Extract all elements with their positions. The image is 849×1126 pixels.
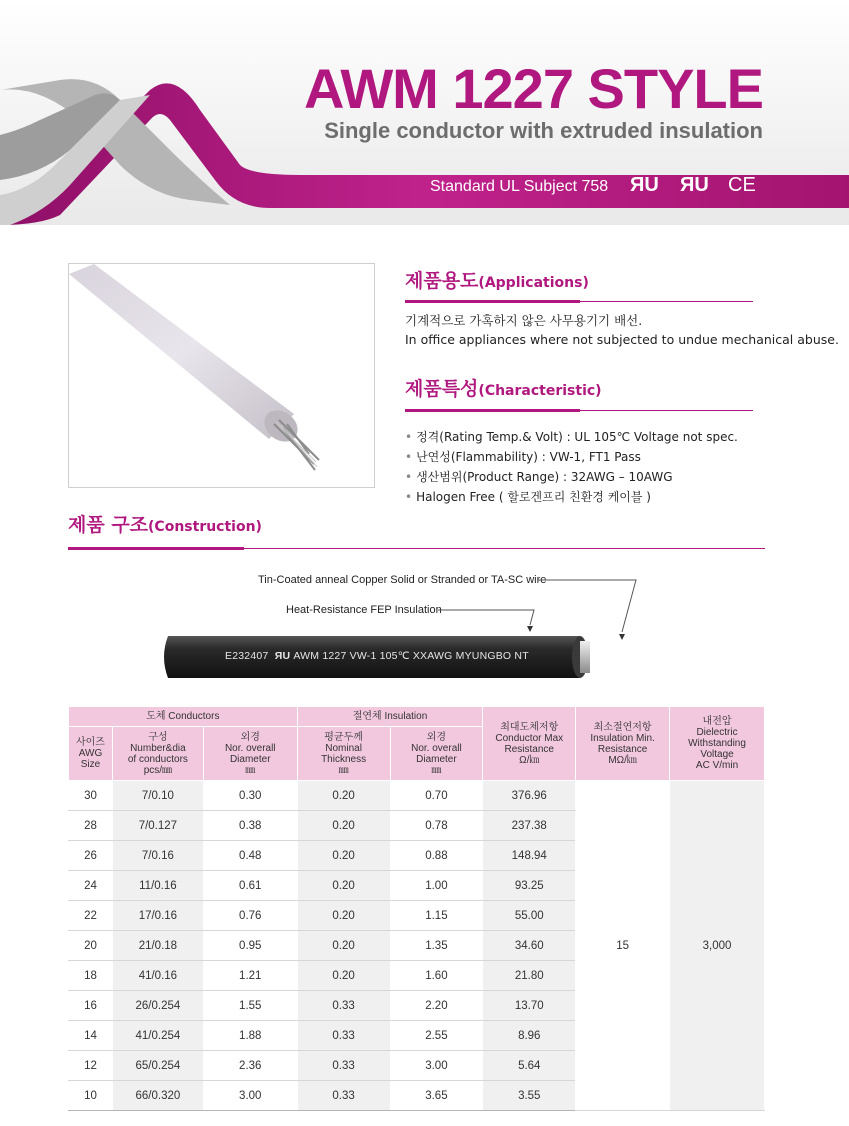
composition-cell: 41/0.254 xyxy=(112,1021,203,1051)
insulation-diameter-cell: 3.65 xyxy=(390,1081,483,1111)
insulation-diameter-cell: 3.00 xyxy=(390,1051,483,1081)
insulation-diameter-cell: 2.55 xyxy=(390,1021,483,1051)
characteristic-item: • 난연성(Flammability) : VW-1, FT1 Pass xyxy=(405,447,738,467)
table-row xyxy=(69,781,765,811)
size-cell: 28 xyxy=(69,811,113,841)
insulation-diameter-cell: 0.78 xyxy=(390,811,483,841)
size-cell: 26 xyxy=(69,841,113,871)
ce-mark-logo: CE xyxy=(728,174,756,196)
size-cell: 20 xyxy=(69,931,113,961)
product-subtitle: Single conductor with extruded insulation xyxy=(324,118,763,143)
size-cell: 14 xyxy=(69,1021,113,1051)
conductor-diameter-cell: 0.76 xyxy=(203,901,297,931)
conductor-diameter-header: 외경 Nor. overall Diameter ㎜ xyxy=(203,727,297,781)
thickness-cell: 0.20 xyxy=(297,781,390,811)
size-cell: 12 xyxy=(69,1051,113,1081)
insulation-diameter-cell: 1.00 xyxy=(390,871,483,901)
resistance-cell: 8.96 xyxy=(483,1021,576,1051)
thickness-cell: 0.33 xyxy=(297,1021,390,1051)
withstanding-voltage-cell: 3,000 xyxy=(670,781,765,1111)
thickness-cell: 0.20 xyxy=(297,931,390,961)
resistance-cell: 21.80 xyxy=(483,961,576,991)
conductor-diameter-cell: 0.38 xyxy=(203,811,297,841)
standard-label: Standard UL Subject 758 xyxy=(430,178,609,195)
applications-heading: 제품용도(Applications) xyxy=(405,270,589,292)
insulation-diameter-cell: 1.60 xyxy=(390,961,483,991)
insulation-diameter-cell: 0.70 xyxy=(390,781,483,811)
thickness-cell: 0.33 xyxy=(297,991,390,1021)
composition-cell: 7/0.10 xyxy=(112,781,203,811)
composition-cell: 7/0.16 xyxy=(112,841,203,871)
construction-heading: 제품 구조(Construction) xyxy=(68,514,262,536)
spec-table-body xyxy=(69,781,765,1111)
group-insulation-header: 절연체 Insulation xyxy=(297,707,483,727)
conductor-diameter-cell: 3.00 xyxy=(203,1081,297,1111)
insulation-callout-label: Heat-Resistance FEP Insulation xyxy=(286,604,442,616)
thickness-cell: 0.20 xyxy=(297,901,390,931)
characteristic-item: • Halogen Free ( 할로겐프리 친환경 케이블 ) xyxy=(405,487,738,507)
insulation-diameter-cell: 0.88 xyxy=(390,841,483,871)
size-cell: 16 xyxy=(69,991,113,1021)
group-conductors-header: 도체 Conductors xyxy=(69,707,298,727)
composition-cell: 21/0.18 xyxy=(112,931,203,961)
thickness-cell: 0.20 xyxy=(297,811,390,841)
conductor-diameter-cell: 0.48 xyxy=(203,841,297,871)
size-header: 사이즈 AWG Size xyxy=(69,727,113,781)
characteristic-heading: 제품특성(Characteristic) xyxy=(405,378,602,400)
conductor-diameter-cell: 0.30 xyxy=(203,781,297,811)
resistance-cell: 13.70 xyxy=(483,991,576,1021)
ul-recognized-logo: ЯU xyxy=(630,174,659,196)
composition-cell: 17/0.16 xyxy=(112,901,203,931)
spec-table xyxy=(68,706,765,1111)
conductor-callout-label: Tin-Coated anneal Copper Solid or Stranded or TA-SC wire xyxy=(258,574,547,586)
insulation-diameter-cell: 1.15 xyxy=(390,901,483,931)
composition-header: 구성 Number&dia of conductors pcs/㎜ xyxy=(112,727,203,781)
applications-text-ko: 기계적으로 가혹하지 않은 사무용기기 배선. xyxy=(405,313,643,328)
thickness-cell: 0.20 xyxy=(297,961,390,991)
resistance-header: 최대도체저항 Conductor Max Resistance Ω/㎞ xyxy=(483,707,576,781)
thickness-cell: 0.33 xyxy=(297,1051,390,1081)
resistance-cell: 148.94 xyxy=(483,841,576,871)
resistance-cell: 376.96 xyxy=(483,781,576,811)
insulation-diameter-cell: 1.35 xyxy=(390,931,483,961)
size-cell: 24 xyxy=(69,871,113,901)
conductor-diameter-cell: 1.21 xyxy=(203,961,297,991)
resistance-cell: 5.64 xyxy=(483,1051,576,1081)
size-cell: 30 xyxy=(69,781,113,811)
size-cell: 10 xyxy=(69,1081,113,1111)
insulation-resistance-cell: 15 xyxy=(576,781,670,1111)
insulation-diameter-cell: 2.20 xyxy=(390,991,483,1021)
conductor-diameter-cell: 0.95 xyxy=(203,931,297,961)
thickness-cell: 0.20 xyxy=(297,841,390,871)
resistance-cell: 3.55 xyxy=(483,1081,576,1111)
size-cell: 22 xyxy=(69,901,113,931)
thickness-header: 평균두께 Nominal Thickness ㎜ xyxy=(297,727,390,781)
composition-cell: 7/0.127 xyxy=(112,811,203,841)
composition-cell: 11/0.16 xyxy=(112,871,203,901)
composition-cell: 66/0.320 xyxy=(112,1081,203,1111)
composition-cell: 26/0.254 xyxy=(112,991,203,1021)
cable-print-marking: E232407 ЯU AWM 1227 VW-1 105℃ XXAWG MYUNGBO NT xyxy=(225,650,529,662)
thickness-cell: 0.20 xyxy=(297,871,390,901)
product-title: AWM 1227 STYLE xyxy=(303,57,763,120)
composition-cell: 65/0.254 xyxy=(112,1051,203,1081)
conductor-diameter-cell: 1.55 xyxy=(203,991,297,1021)
conductor-diameter-cell: 1.88 xyxy=(203,1021,297,1051)
withstanding-voltage-header: 내전압 Dielectric Withstanding Voltage AC V/min xyxy=(670,707,765,781)
characteristic-item: • 정격(Rating Temp.& Volt) : UL 105℃ Voltage not spec. xyxy=(405,427,738,447)
resistance-cell: 55.00 xyxy=(483,901,576,931)
resistance-cell: 34.60 xyxy=(483,931,576,961)
resistance-cell: 237.38 xyxy=(483,811,576,841)
size-cell: 18 xyxy=(69,961,113,991)
composition-cell: 41/0.16 xyxy=(112,961,203,991)
thickness-cell: 0.33 xyxy=(297,1081,390,1111)
characteristic-item: • 생산범위(Product Range) : 32AWG – 10AWG xyxy=(405,467,738,487)
resistance-cell: 93.25 xyxy=(483,871,576,901)
insulation-diameter-header: 외경 Nor. overall Diameter ㎜ xyxy=(390,727,483,781)
conductor-diameter-cell: 0.61 xyxy=(203,871,297,901)
applications-text-en: In office appliances where not subjected to undue mechanical abuse. xyxy=(405,332,839,347)
conductor-diameter-cell: 2.36 xyxy=(203,1051,297,1081)
insulation-resistance-header: 최소절연저항 Insulation Min. Resistance MΩ/㎞ xyxy=(576,707,670,781)
cul-recognized-logo: ЯU xyxy=(680,174,709,196)
